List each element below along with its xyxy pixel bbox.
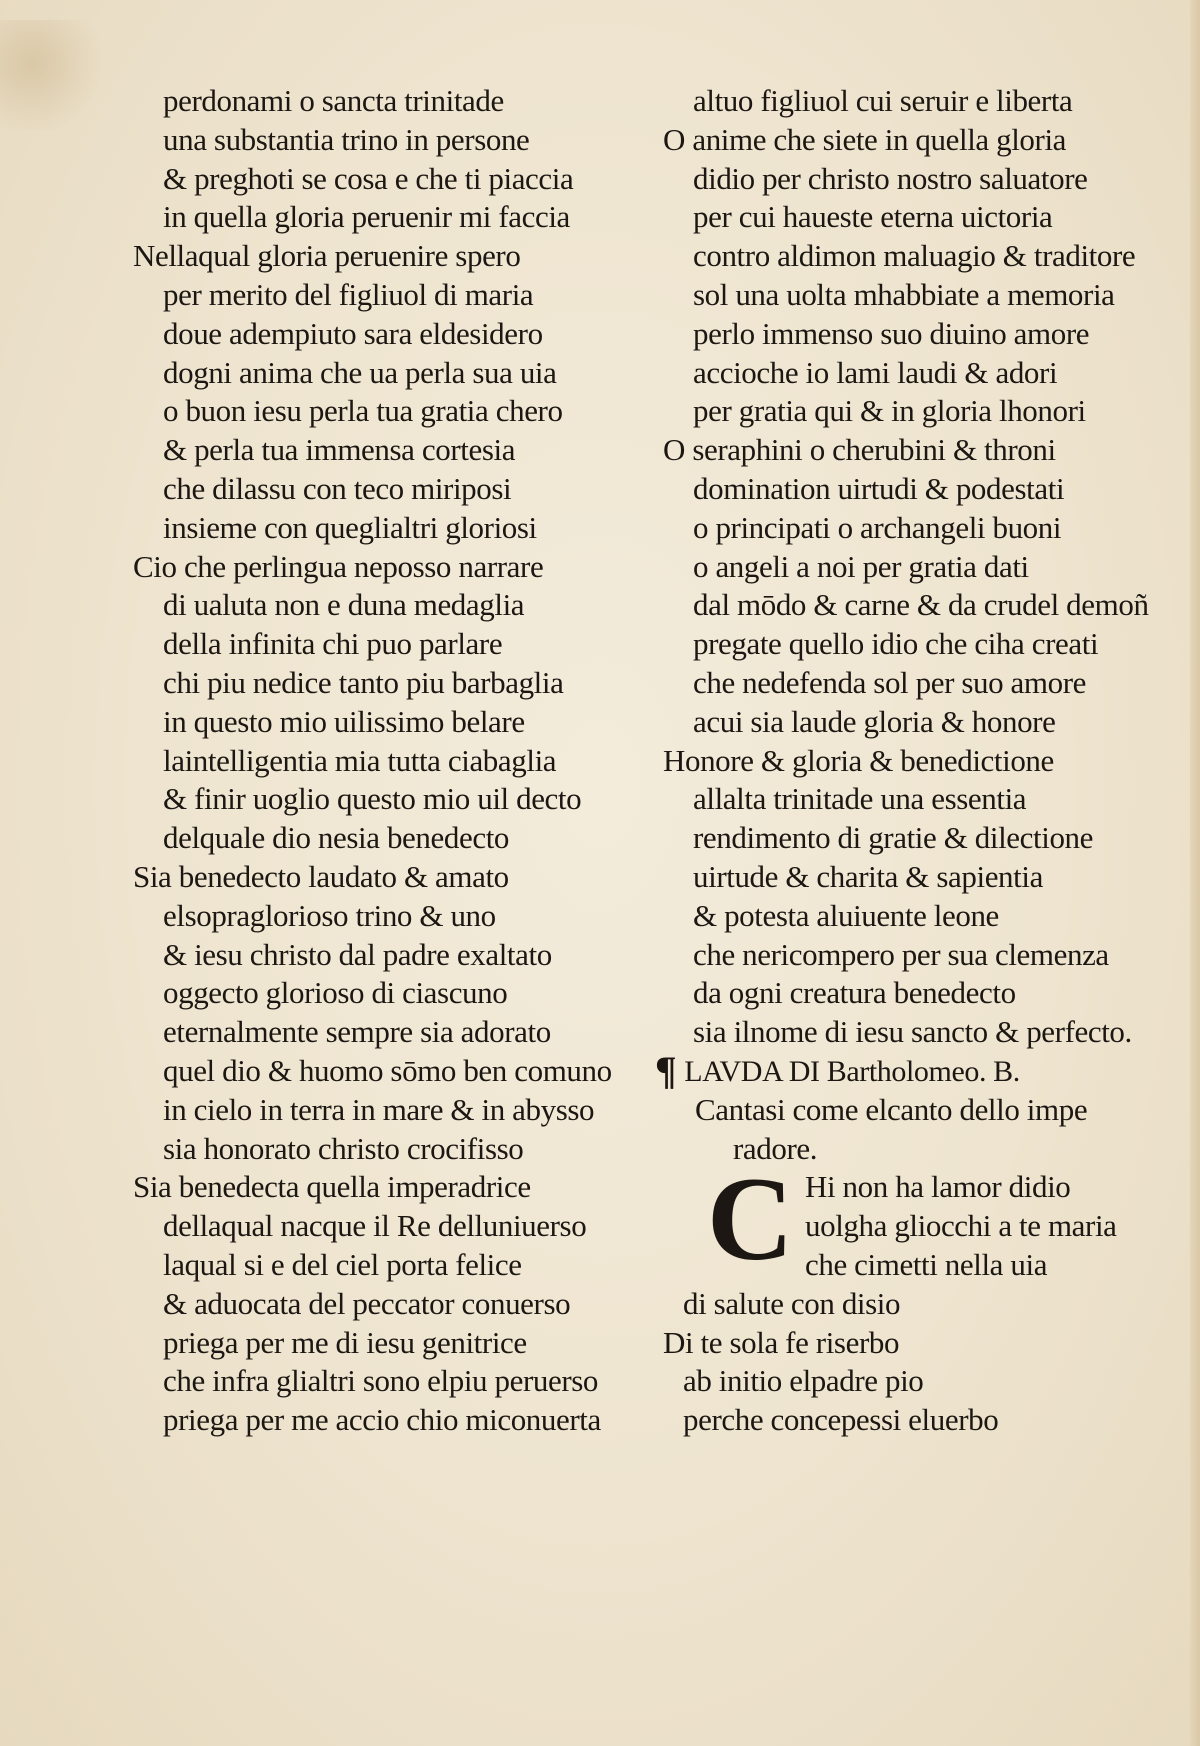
verse-line: priega per me di iesu genitrice [163, 1324, 527, 1360]
verse-line: uirtude & charita & sapientia [693, 858, 1043, 894]
verse-line: che infra glialtri sono elpiu peruerso [163, 1363, 599, 1399]
verse-line: didio per christo nostro saluatore [693, 160, 1088, 196]
verse-line: per merito del figliuol di maria [163, 276, 534, 312]
verse-line: & potesta aluiuente leone [693, 897, 999, 933]
verse-line: insieme con queglialtri gloriosi [163, 509, 537, 545]
verse-line: di ualuta non e duna medaglia [163, 587, 525, 623]
verse-line: sia ilnome di iesu sancto & perfecto. [693, 1014, 1132, 1050]
verse-line: eternalmente sempre sia adorato [163, 1014, 551, 1050]
page-edge [1190, 0, 1200, 1746]
verse-line: sia honorato christo crocifisso [163, 1130, 524, 1166]
verse-line: & perla tua immensa cortesia [163, 432, 516, 468]
verse-line: contro aldimon maluagio & traditore [693, 238, 1136, 274]
page-stain [0, 20, 110, 130]
verse-line: Cantasi come elcanto dello impe [695, 1091, 1088, 1127]
verse-line: acciochе io lami laudi & adori [693, 354, 1058, 390]
drop-cap-initial: C [706, 1152, 794, 1285]
verse-line: dal mōdo & carne & da crudel demoñ [693, 587, 1149, 623]
verse-line: elsopraglorioso trino & uno [163, 897, 496, 933]
heading-text: LAVDA DI Bartholomeo. B. [684, 1054, 1020, 1088]
verse-line: che nericompero per sua clemenza [693, 936, 1109, 972]
verse-line: perdonami o sancta trinitade [163, 83, 504, 118]
verse-line: o buon iesu perla tua gratia chero [163, 393, 563, 429]
verse-line: & aduocata del peccator conuerso [163, 1285, 571, 1321]
verse-line: delquale dio nesia benedecto [163, 820, 510, 856]
verse-line: rendimento di gratie & dilectione [693, 820, 1094, 856]
verse-line: perche concepessi eluerbo [683, 1402, 999, 1438]
verse-line: che cimetti nella uia [805, 1246, 1048, 1282]
section-heading [655, 1047, 1175, 1093]
verse-line: Cio che perlingua neposso narrare [133, 548, 544, 584]
verse-line: in quella gloria peruenir mi faccia [163, 199, 570, 235]
verse-line: chi piu nedice tanto piu barbaglia [163, 664, 564, 700]
verse-line: O anime che siete in quella gloria [663, 121, 1067, 157]
verse-line: di salute con disio [683, 1285, 901, 1321]
verse-line: domination uirtudi & podestati [693, 470, 1065, 506]
verse-line: laqual si e del ciel porta felice [163, 1246, 522, 1282]
verse-line: radore. [733, 1130, 818, 1166]
verse-line: laintelligentia mia tutta ciabaglia [163, 742, 557, 778]
verse-line: della infinita chi puo parlare [163, 626, 503, 662]
pilcrow-mark: ¶ [655, 1047, 677, 1093]
verse-line: altuo figliuol cui seruir e liberta [693, 83, 1073, 118]
verse-line: in questo mio uilissimo belare [163, 703, 525, 739]
verse-line: Sia benedecto laudato & amato [133, 858, 509, 894]
left-text-column [125, 82, 645, 1440]
verse-line: che dilassu con teco miriposi [163, 470, 512, 506]
verse-line: per gratia qui & in gloria lhonori [693, 393, 1086, 429]
right-text-column [655, 82, 1175, 1440]
verse-line: Di te sola fe riserbo [663, 1324, 900, 1360]
verse-line: doue adempiuto sara eldesidero [163, 315, 543, 351]
verse-line: dellaqual nacque il Re delluniuerso [163, 1208, 587, 1244]
verse-line: allalta trinitade una essentia [693, 781, 1027, 817]
verse-line: una substantia trino in persone [163, 121, 530, 157]
verse-line: & iesu christo dal padre exaltato [163, 936, 552, 972]
verse-line: da ogni creatura benedecto [693, 975, 1016, 1011]
verse-line: per cui haueste eterna uictoria [693, 199, 1053, 235]
verse-line: oggecto glorioso di ciascuno [163, 975, 508, 1011]
verse-line: Hi non ha lamor didio [805, 1169, 1071, 1205]
verse-line: ab initio elpadre pio [683, 1363, 924, 1399]
verse-line: acui sia laude gloria & honore [693, 703, 1056, 739]
verse-line: quel dio & huomo sōmo ben comuno [163, 1052, 612, 1088]
verse-line: o angeli a noi per gratia dati [693, 548, 1029, 584]
verse-line: Honore & gloria & benedictione [663, 742, 1054, 778]
verse-line: sol una uolta mhabbiate a memoria [693, 276, 1115, 312]
verse-line: & finir uoglio questo mio uil decto [163, 781, 582, 817]
verse-line: Sia benedecta quella imperadrice [133, 1169, 531, 1205]
verse-line: uolgha gliocchi a te maria [805, 1208, 1117, 1244]
verse-line: priega per me accio chio miconuerta [163, 1402, 601, 1438]
verse-line: in cielo in terra in mare & in abysso [163, 1091, 595, 1127]
verse-line: Nellaqual gloria peruenire spero [133, 238, 521, 274]
verse-line: che nedefenda sol per suo amore [693, 664, 1087, 700]
verse-line: dogni anima che ua perla sua uia [163, 354, 557, 390]
verse-line: & preghoti se cosa e che ti piaccia [163, 160, 574, 196]
verse-line: o principati o archangeli buoni [693, 509, 1062, 545]
verse-line: O seraphini o cherubini & throni [663, 432, 1056, 468]
verse-line: perlo immenso suo diuino amore [693, 315, 1090, 351]
verse-line: pregate quello idio che ciha creati [693, 626, 1099, 662]
